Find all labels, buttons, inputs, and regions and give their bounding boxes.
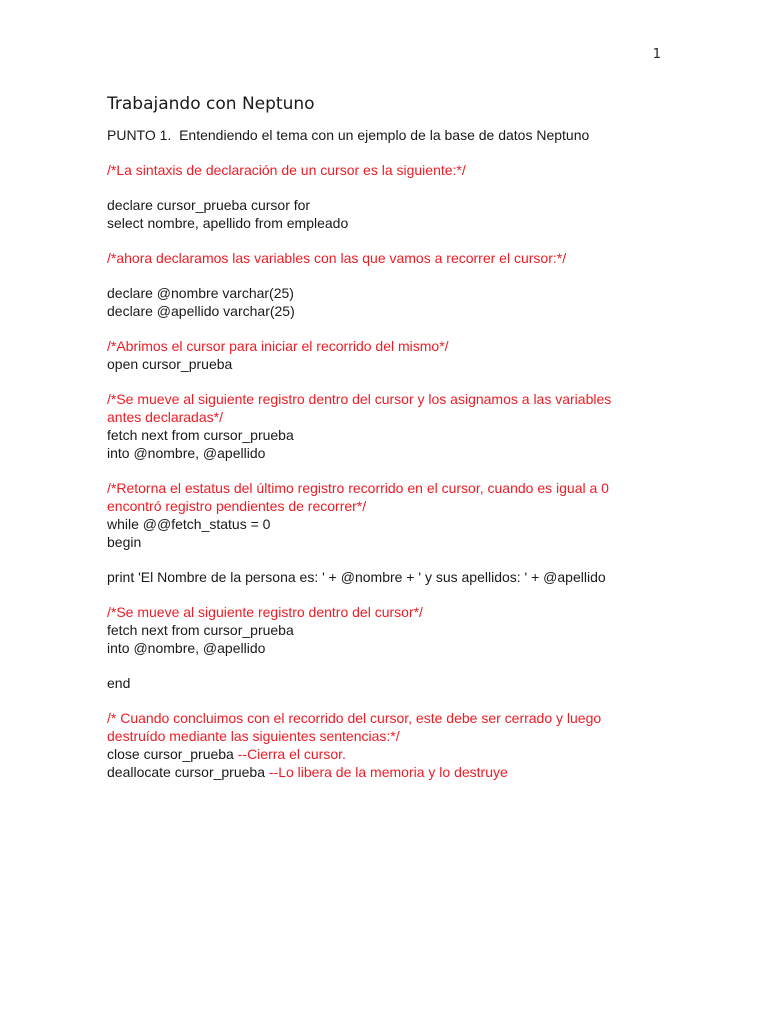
spacer (107, 373, 687, 390)
code-line: declare @nombre varchar(25) (107, 285, 294, 301)
spacer (107, 462, 687, 479)
code-line: declare @apellido varchar(25) (107, 303, 295, 319)
close-code: close cursor_prueba (107, 746, 238, 762)
close-comment: --Cierra el cursor. (237, 746, 346, 762)
code-line: open cursor_prueba (107, 356, 233, 372)
deallocate-comment: --Lo libera de la memoria y lo destruye (268, 764, 508, 780)
spacer (107, 232, 687, 249)
code-line-deallocate (107, 763, 687, 781)
code-line: while @@fetch_status = 0 (107, 516, 271, 532)
code-line-print: print 'El Nombre de la persona es: ' + @nombre + ' y sus apellidos: ' + @apellido (107, 569, 606, 585)
spacer (107, 320, 687, 337)
punto-heading: PUNTO 1. Entendiendo el tema con un ejemplo de la base de datos Neptuno (107, 127, 590, 143)
comment-open-cursor: /*Abrimos el cursor para iniciar el recorrido del mismo*/ (107, 338, 449, 354)
comment-close-cursor: /* Cuando concluimos con el recorrido del cursor, este debe ser cerrado y luego (107, 710, 602, 726)
code-line: into @nombre, @apellido (107, 640, 266, 656)
spacer (107, 586, 687, 603)
document-title: Trabajando con Neptuno (107, 94, 315, 114)
spacer (107, 179, 687, 196)
page-number: 1 (652, 47, 661, 62)
code-line: into @nombre, @apellido (107, 445, 266, 461)
comment-fetch-status: /*Retorna el estatus del último registro recorrido en el cursor, cuando es igual a 0 (107, 480, 609, 496)
code-line: declare cursor_prueba cursor for (107, 197, 311, 213)
spacer (107, 551, 687, 568)
code-line: fetch next from cursor_prueba (107, 427, 294, 443)
deallocate-code: deallocate cursor_prueba (107, 764, 269, 780)
comment-declare-variables: /*ahora declaramos las variables con las que vamos a recorrer el cursor:*/ (107, 250, 567, 266)
code-line: select nombre, apellido from empleado (107, 215, 349, 231)
code-line-close (107, 745, 687, 763)
spacer (107, 144, 687, 161)
spacer (107, 267, 687, 284)
spacer (107, 657, 687, 674)
comment-move-next: /*Se mueve al siguiente registro dentro del cursor*/ (107, 604, 423, 620)
comment-fetch-next: /*Se mueve al siguiente registro dentro del cursor y los asignamos a las variables (107, 391, 612, 407)
code-line: fetch next from cursor_prueba (107, 622, 294, 638)
document-body (107, 92, 687, 781)
comment-cursor-syntax: /*La sintaxis de declaración de un cursor es la siguiente:*/ (107, 162, 466, 178)
comment-fetch-status-cont: encontró registro pendientes de recorrer*/ (107, 498, 367, 514)
code-line-end: end (107, 675, 131, 691)
spacer (107, 692, 687, 709)
comment-fetch-next-cont: antes declaradas*/ (107, 409, 223, 425)
code-line: begin (107, 534, 142, 550)
comment-close-cursor-cont: destruído mediante las siguientes sentencias:*/ (107, 728, 400, 744)
